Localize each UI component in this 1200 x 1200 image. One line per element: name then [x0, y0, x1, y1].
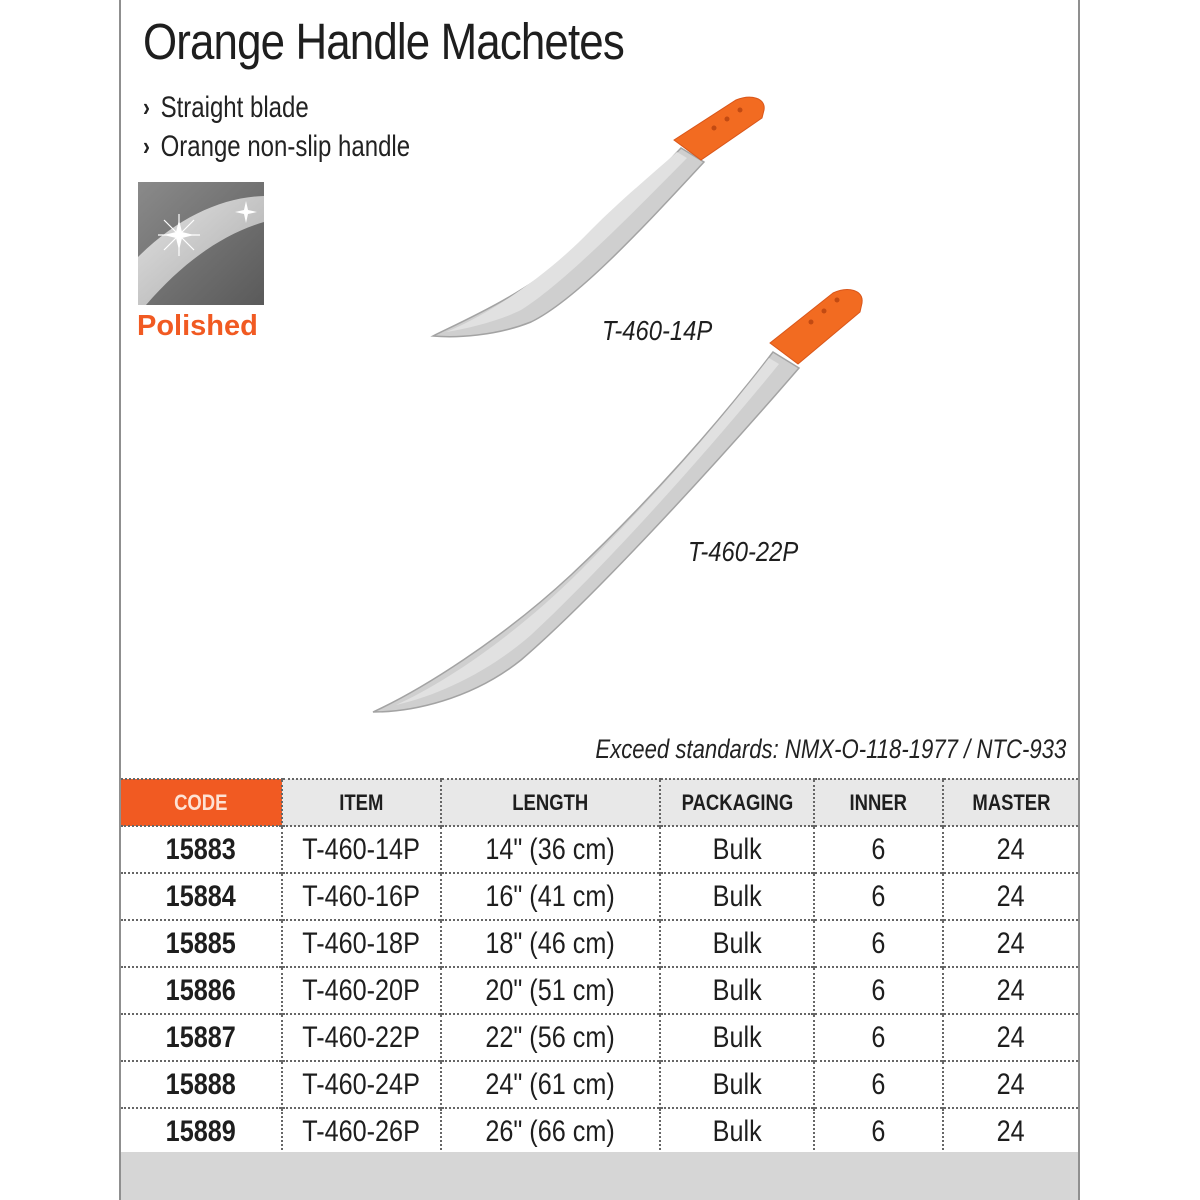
cell-master: 24 [943, 1108, 1078, 1155]
cell-item: T-460-14P [282, 826, 441, 873]
standards-note: Exceed standards: NMX-O-118-1977 / NTC-933 [595, 734, 1066, 764]
cell-inner: 6 [814, 967, 943, 1014]
cell-inner: 6 [814, 920, 943, 967]
cell-item: T-460-24P [282, 1061, 441, 1108]
cell-master: 24 [943, 1014, 1078, 1061]
cell-item: T-460-20P [282, 967, 441, 1014]
cell-length: 26" (66 cm) [441, 1108, 660, 1155]
cell-length: 14" (36 cm) [441, 826, 660, 873]
chevron-right-icon: › [143, 131, 150, 161]
cell-item: T-460-16P [282, 873, 441, 920]
cell-length: 18" (46 cm) [441, 920, 660, 967]
cell-packaging: Bulk [660, 967, 814, 1014]
product-illustration [121, 0, 1082, 760]
finish-label: Polished [137, 310, 258, 342]
table-row [121, 1014, 1078, 1061]
cell-master: 24 [943, 826, 1078, 873]
cell-inner: 6 [814, 873, 943, 920]
cell-inner: 6 [814, 1061, 943, 1108]
cell-packaging: Bulk [660, 920, 814, 967]
column-header-master: MASTER [943, 779, 1078, 826]
catalog-sheet [119, 0, 1080, 1200]
cell-length: 24" (61 cm) [441, 1061, 660, 1108]
table-row [121, 1108, 1078, 1155]
column-header-item: ITEM [282, 779, 441, 826]
cell-packaging: Bulk [660, 873, 814, 920]
cell-item: T-460-26P [282, 1108, 441, 1155]
page-title: Orange Handle Machetes [143, 13, 624, 70]
column-header-code: CODE [121, 779, 282, 826]
machete-image [373, 290, 862, 712]
product-label: T-460-14P [602, 315, 713, 346]
cell-length: 20" (51 cm) [441, 967, 660, 1014]
feature-text: Orange non-slip handle [160, 129, 411, 163]
cell-code: 15884 [121, 873, 282, 920]
cell-code: 15883 [121, 826, 282, 873]
table-row [121, 920, 1078, 967]
cell-master: 24 [943, 1061, 1078, 1108]
cell-packaging: Bulk [660, 1061, 814, 1108]
cell-length: 16" (41 cm) [441, 873, 660, 920]
feature-text: Straight blade [160, 90, 309, 124]
cell-code: 15888 [121, 1061, 282, 1108]
cell-packaging: Bulk [660, 1014, 814, 1061]
cell-inner: 6 [814, 1014, 943, 1061]
cell-code: 15886 [121, 967, 282, 1014]
footer-bar [121, 1152, 1078, 1200]
column-header-packaging: PACKAGING [660, 779, 814, 826]
cell-master: 24 [943, 967, 1078, 1014]
cell-item: T-460-22P [282, 1014, 441, 1061]
column-header-length: LENGTH [441, 779, 660, 826]
cell-inner: 6 [814, 1108, 943, 1155]
cell-master: 24 [943, 873, 1078, 920]
table-row [121, 826, 1078, 873]
cell-code: 15889 [121, 1108, 282, 1155]
cell-inner: 6 [814, 826, 943, 873]
column-header-inner: INNER [814, 779, 943, 826]
spec-table [121, 778, 1078, 1156]
cell-code: 15885 [121, 920, 282, 967]
table-header-row [121, 779, 1078, 826]
cell-code: 15887 [121, 1014, 282, 1061]
product-label: T-460-22P [688, 536, 799, 567]
cell-item: T-460-18P [282, 920, 441, 967]
cell-packaging: Bulk [660, 826, 814, 873]
table-row [121, 967, 1078, 1014]
table-row [121, 1061, 1078, 1108]
cell-length: 22" (56 cm) [441, 1014, 660, 1061]
machete-image [433, 97, 764, 336]
chevron-right-icon: › [143, 92, 150, 122]
table-row [121, 873, 1078, 920]
cell-packaging: Bulk [660, 1108, 814, 1155]
cell-master: 24 [943, 920, 1078, 967]
